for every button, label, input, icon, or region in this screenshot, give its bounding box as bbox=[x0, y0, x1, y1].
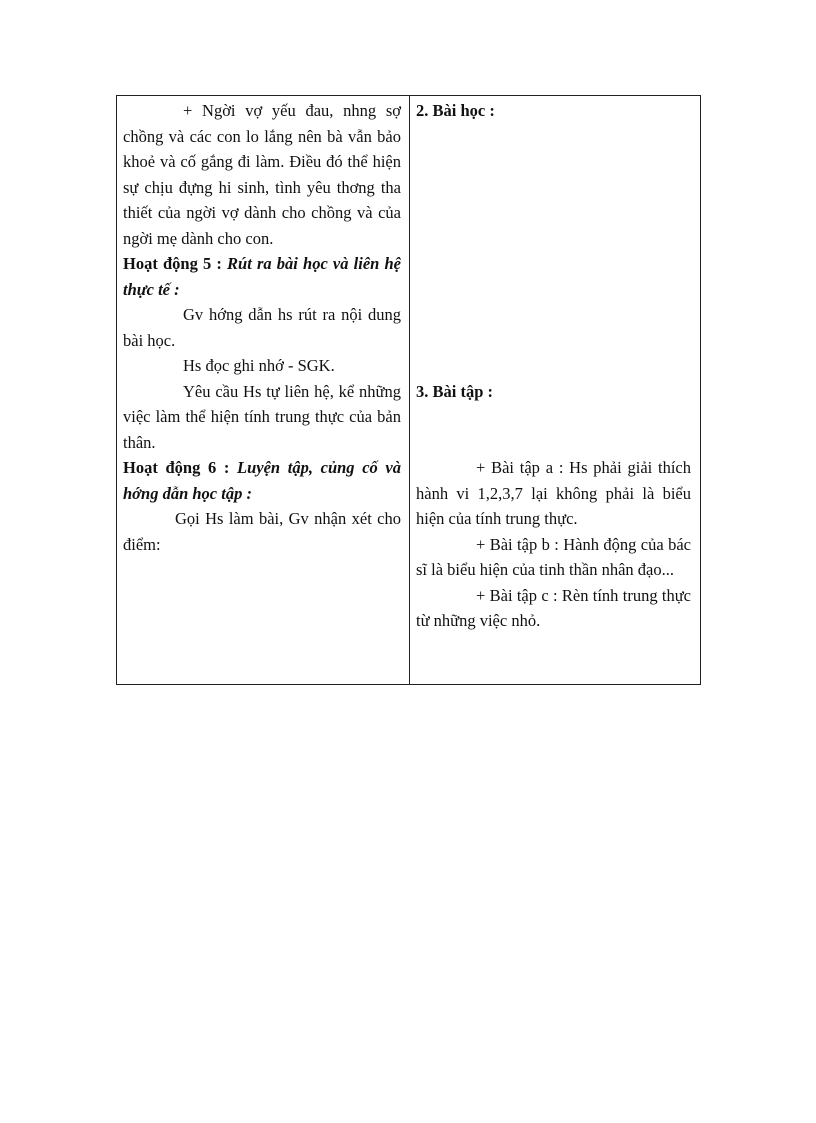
exercise-call-paragraph: Gọi Hs làm bài, Gv nhận xét cho điểm: bbox=[123, 509, 401, 554]
activity-6-title: Luyện tập, củng cố và hớng dẫn học tập : bbox=[123, 458, 401, 503]
exercise-section-heading: 3. Bài tập : bbox=[416, 381, 494, 401]
self-reflection-paragraph: Yêu cầu Hs tự liên hệ, kể những việc làm thể hiện tính trung thực của bản thân. bbox=[123, 381, 401, 452]
lesson-section-heading: 2. Bài học : bbox=[416, 101, 495, 120]
teacher-guide-paragraph: Gv hớng dẫn hs rút ra nội dung bài học. bbox=[123, 305, 401, 350]
exercise-c-paragraph: + Bài tập c : Rèn tính trung thực từ những việc nhỏ. bbox=[416, 585, 691, 630]
activity-5-title: Rút ra bài học và liên hệ thực tế : bbox=[123, 254, 401, 299]
teaching-activities-column bbox=[117, 96, 410, 684]
activity-5-label: Hoạt động 5 : bbox=[123, 254, 222, 273]
activity-6-label: Hoạt động 6 : bbox=[123, 458, 230, 477]
exercise-b-paragraph: + Bài tập b : Hành động của bác sĩ là biểu hiện của tinh thần nhân đạo... bbox=[416, 534, 691, 579]
student-memorize-paragraph: Hs đọc ghi nhớ - SGK. bbox=[183, 356, 335, 375]
activity-5-heading bbox=[123, 251, 401, 302]
exercise-a-paragraph: + Bài tập a : Hs phải giải thích hành vi 1,2,3,7 lại không phải là biểu hiện của tính trung thực. bbox=[416, 458, 691, 528]
activity-6-heading bbox=[123, 455, 401, 506]
lesson-table bbox=[116, 95, 701, 685]
content-column bbox=[410, 96, 700, 684]
mother-illness-paragraph: + Ngời vợ yếu đau, nhng sợ chồng và các con lo lắng nên bà vẫn bảo khoẻ và cố gắng đi làm. Điều đó thể hiện sự chịu đựng hi sinh, tình yêu thơng tha thiết của ngời vợ dành cho chồng và của ngời mẹ dành cho con. bbox=[123, 101, 401, 248]
